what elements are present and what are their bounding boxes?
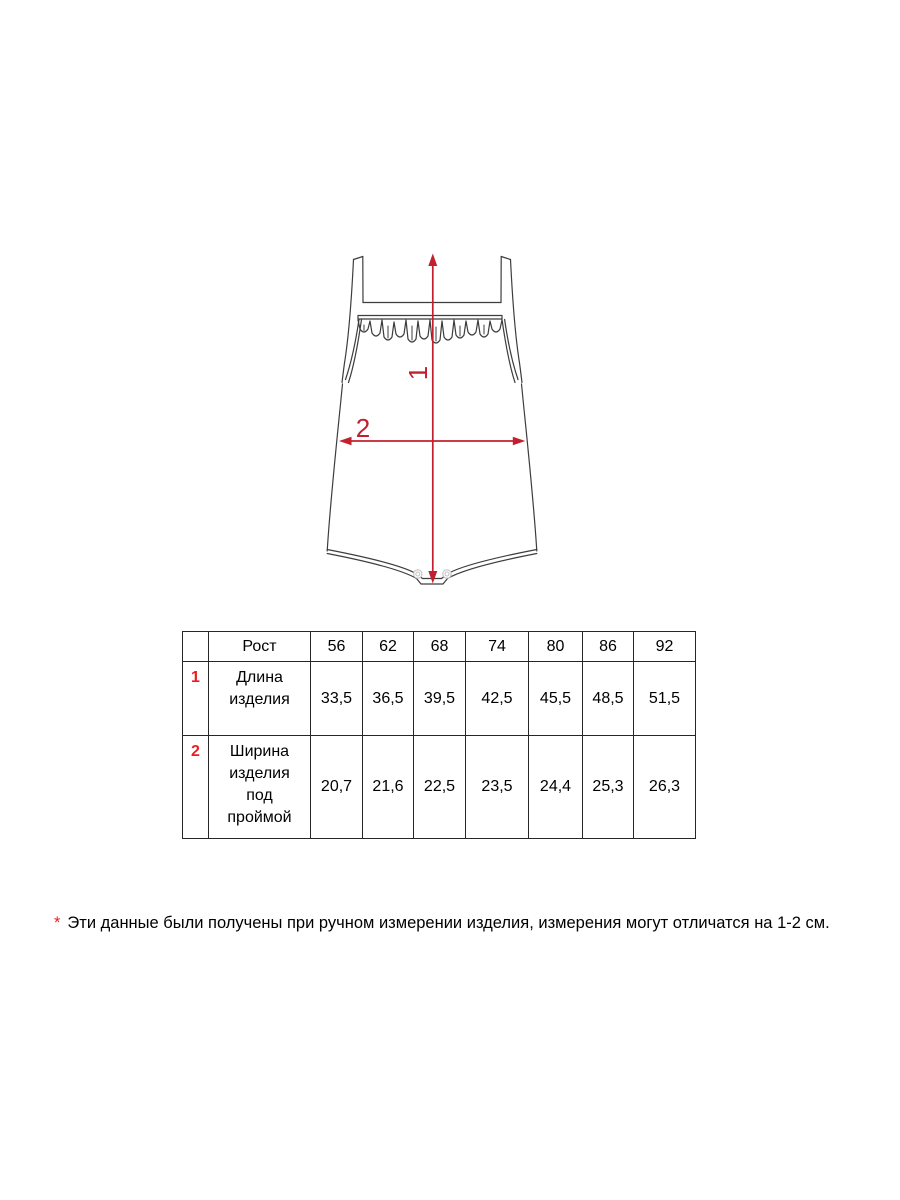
footnote-asterisk: *: [54, 914, 61, 932]
width-value-80: 24,4: [529, 736, 583, 839]
row-number: 1: [183, 662, 209, 736]
row-label: Длина изделия: [209, 662, 311, 736]
header-size-86: 86: [583, 632, 634, 662]
length-value-74: 42,5: [466, 662, 529, 736]
length-value-86: 48,5: [583, 662, 634, 736]
left-armhole-binding: [346, 320, 362, 383]
width-value-74: 23,5: [466, 736, 529, 839]
width-value-86: 25,3: [583, 736, 634, 839]
header-size-62: 62: [363, 632, 414, 662]
width-value-68: 22,5: [414, 736, 466, 839]
table-row-length: [183, 662, 696, 736]
snap-button-left-inner: [416, 572, 420, 576]
length-measure-label: 1: [403, 365, 433, 381]
length-value-80: 45,5: [529, 662, 583, 736]
left-side-seam: [327, 384, 342, 551]
width-value-56: 20,7: [311, 736, 363, 839]
footnote-text: Эти данные были получены при ручном измерении изделия, измерения могут отличатся на 1-2 см.: [67, 914, 830, 932]
row-number: 2: [183, 736, 209, 839]
table-row-width: [183, 736, 696, 839]
measurement-arrows: [351, 265, 514, 572]
header-size-74: 74: [466, 632, 529, 662]
snap-button-right-inner: [445, 572, 449, 576]
left-strap-outer-line: [342, 260, 354, 383]
length-value-68: 39,5: [414, 662, 466, 736]
width-measure-label: 2: [355, 413, 371, 443]
width-value-62: 21,6: [363, 736, 414, 839]
size-table: [182, 631, 696, 839]
width-arrowhead-left: [339, 437, 352, 446]
right-side-seam: [522, 384, 537, 551]
row-label: Ширина изделия под проймой: [209, 736, 311, 839]
ruffle-outline: [358, 320, 502, 343]
length-value-62: 36,5: [363, 662, 414, 736]
table-header-row: [183, 632, 696, 662]
width-value-92: 26,3: [634, 736, 696, 839]
header-corner-cell: [183, 632, 209, 662]
header-rost-cell: Рост: [209, 632, 311, 662]
header-size-68: 68: [414, 632, 466, 662]
garment-diagram: [310, 245, 550, 593]
length-value-92: 51,5: [634, 662, 696, 736]
right-strap-top-cap: [501, 257, 510, 260]
length-arrowhead-bottom: [428, 571, 437, 584]
header-size-92: 92: [634, 632, 696, 662]
footnote: [54, 914, 830, 933]
header-size-56: 56: [311, 632, 363, 662]
width-arrowhead-right: [513, 437, 526, 446]
chest-band-lines: [358, 316, 502, 320]
right-strap-outer-line: [511, 260, 523, 383]
left-strap-top-cap: [354, 257, 363, 260]
length-value-56: 33,5: [311, 662, 363, 736]
header-size-80: 80: [529, 632, 583, 662]
length-arrowhead-top: [428, 254, 437, 267]
